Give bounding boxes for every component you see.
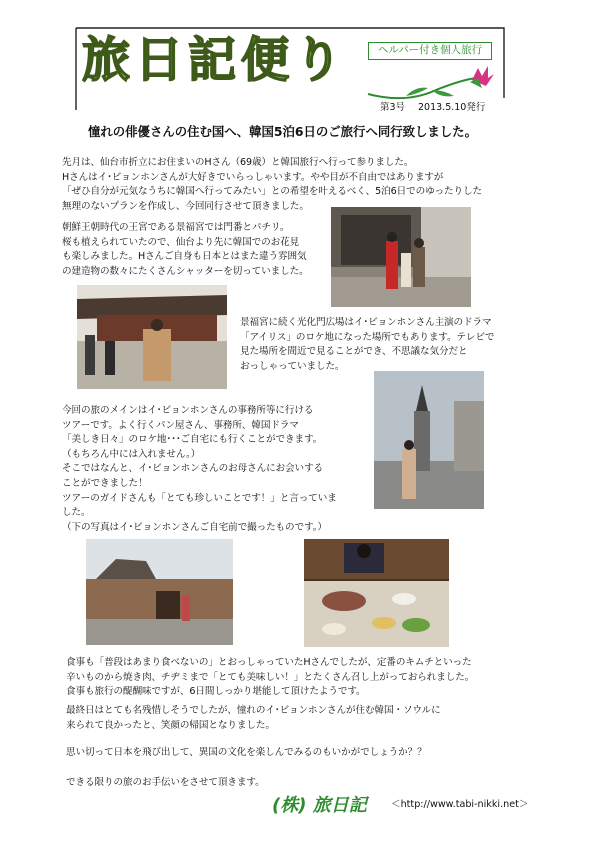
article-headline: 憧れの俳優さんの住む国へ、韓国5泊6日のご旅行へ同行致しました。 [88, 124, 477, 139]
text-line: の建造物の数々にたくさんシャッターを切っていました。 [62, 265, 309, 277]
text-line: 先月は、仙台市折立にお住まいのHさん（69歳）と韓国旅行へ行って参りました。 [62, 157, 414, 168]
newsletter-title: 旅日記便り [82, 32, 348, 88]
company-logo: (株) 旅日記 [272, 795, 367, 816]
issue-date: 2013.5.10発行 [418, 102, 486, 113]
text-line: （もちろん中には入れません。） [62, 448, 201, 460]
text-line: 景福宮に続く光化門広場はイ･ビョンホンさん主演のドラマ [240, 317, 492, 328]
photo-gate-guard [331, 207, 471, 307]
photo-korean-meal [304, 539, 449, 647]
text-line: ツアーです。よく行くパン屋さん、事務所、韓国ドラマ [62, 419, 299, 431]
text-line: 食事も旅行の醍醐味ですが、6日間しっかり堪能して頂けたようです。 [66, 686, 366, 698]
text-line: Hさんはイ･ビョンホンさんが大好きでいらっしゃいます。やや目が不自由ではありますが [62, 171, 444, 183]
photo-actor-house [86, 539, 233, 645]
text-line: おっしゃっていました。 [240, 360, 345, 372]
main-trip-paragraph [62, 404, 337, 535]
text-line: ツアーのガイドさんも「とても珍しいことです！」と言っていま [62, 492, 337, 504]
text-line: 最終日はとても名残惜しそうでしたが、憧れのイ･ビョンホンさんが住む韓国・ソウルに [66, 705, 441, 716]
issue-number: 第3号 [380, 102, 406, 113]
last-day-paragraph [66, 704, 441, 733]
carnation-icon [366, 64, 496, 102]
food-paragraph [66, 656, 474, 700]
text-line: 「アイリス」のロケ地になった場所でもあります。テレビで [240, 331, 495, 343]
text-line: 無理のないプランを作成し、今回同行させて頂きました。 [62, 200, 309, 212]
newsletter-header [74, 26, 506, 112]
tagline-badge: ヘルパー付き個人旅行 [368, 42, 492, 60]
text-line: 桜も植えられていたので、仙台より先に韓国でのお花見 [62, 236, 300, 248]
text-line: （下の写真はイ･ビョンホンさんご自宅前で撮ったものです。） [62, 521, 327, 533]
photo-palace [77, 285, 227, 389]
text-line: そこではなんと、イ･ビョンホンさんのお母さんにお会いする [62, 463, 324, 475]
company-url[interactable]: ＜http://www.tabi-nikki.net＞ [391, 799, 529, 810]
text-line: 朝鮮王朝時代の王宮である景福宮では門番とパチリ。 [62, 222, 290, 233]
text-line: 見た場所を間近で見ることができ、不思議な気分だと [240, 346, 468, 358]
text-line: ことができました！ [62, 477, 148, 489]
square-paragraph [240, 316, 494, 374]
intro-paragraph [62, 156, 482, 214]
closing-question: 思い切って日本を飛び出して、異国の文化を楽しんでみるのもいかがでしょうか？？ [66, 747, 427, 758]
text-line: 辛いものから焼き肉、チヂミまで「とても美味しい！」とたくさん召し上がっておられました。 [66, 671, 475, 683]
closing-offer: できる限りの旅のお手伝いをさせて頂きます。 [66, 777, 265, 788]
text-line: 来られて良かったと、笑顔の帰国となりました。 [66, 719, 275, 731]
text-line: した。 [62, 507, 91, 519]
text-line: 「美しき日々」のロケ地･･･ご自宅にも行くことができます。 [62, 434, 323, 446]
text-line: 今回の旅のメインはイ･ビョンホンさんの事務所等に行ける [62, 405, 314, 416]
palace-paragraph [62, 221, 309, 279]
photo-gwanghwamun-square [374, 371, 484, 509]
text-line: 「ぜひ自分が元気なうちに韓国へ行ってみたい」との希望を叶えるべく、5泊6日でのゆったりした [62, 186, 482, 198]
text-line: 食事も「普段はあまり食べないの」とおっしゃっていたHさんでしたが、定番のキムチといった [66, 657, 472, 668]
text-line: も楽しみました。Hさんご自身も日本とはまた違う雰囲気 [62, 251, 307, 263]
